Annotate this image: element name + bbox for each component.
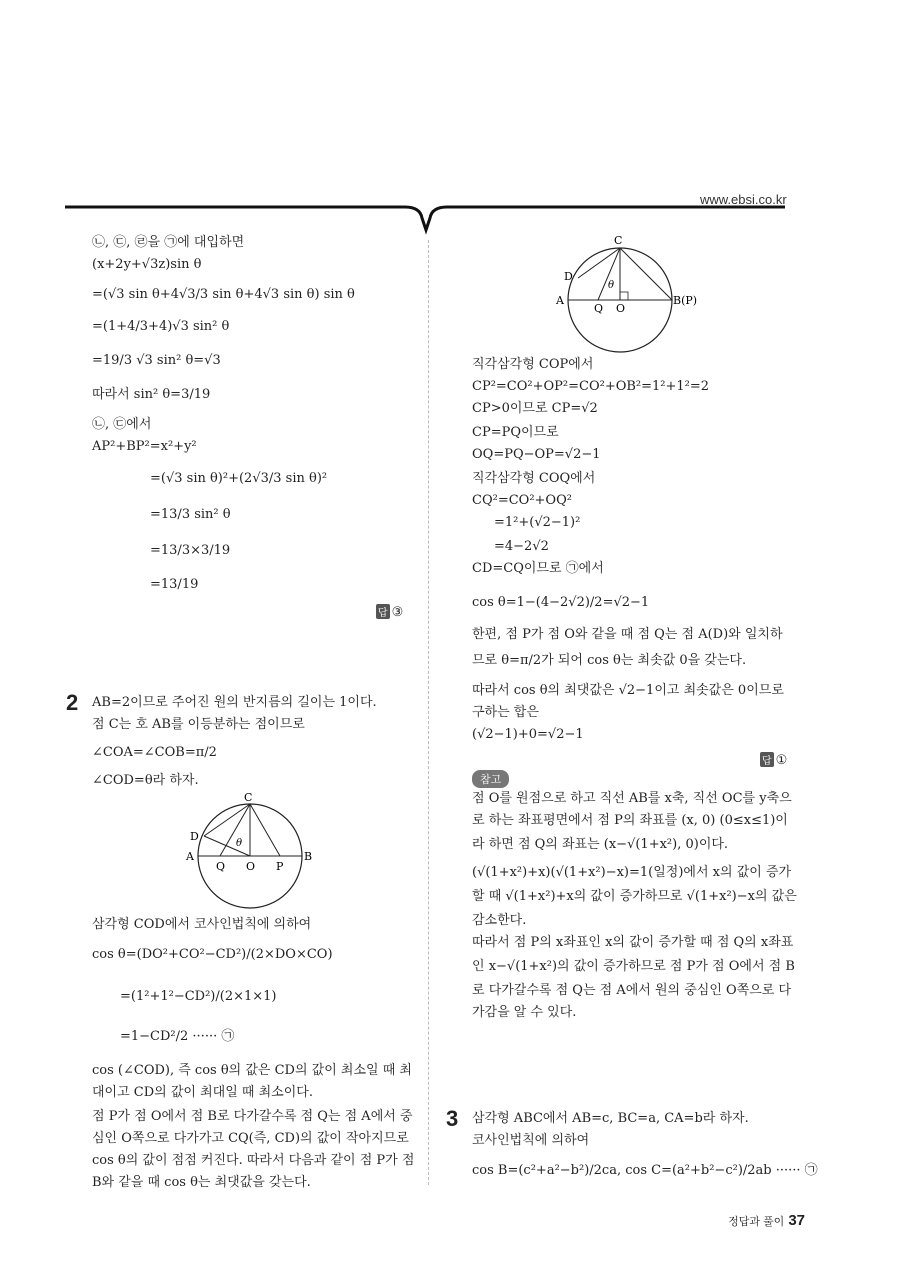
p2-line: ∠COA=∠COB=π/2	[92, 745, 217, 760]
footer-label: 정답과 풀이	[728, 1216, 785, 1228]
site-url: www.ebsi.co.kr	[700, 192, 787, 207]
answer-value: ③	[391, 604, 404, 619]
answer-mark	[760, 752, 787, 768]
label-c: C	[244, 791, 253, 804]
p2-line: B와 같을 때 cos θ는 최댓값을 갖는다.	[92, 1175, 311, 1190]
note-line: 로 하는 좌표평면에서 점 P의 좌표를 (x, 0) (0≤x≤1)이	[472, 813, 788, 828]
left-line: ㉡, ㉢, ㉣을 ㉠에 대입하면	[92, 235, 245, 250]
right-line: =4−2√2	[494, 539, 549, 554]
p2-line: =1−CD²/2 ······ ㉠	[120, 1029, 235, 1044]
right-line: 구하는 합은	[472, 705, 539, 720]
label-theta: θ	[608, 280, 615, 291]
circle-diagram-left	[180, 790, 320, 910]
left-line: =(√3 sin θ)²+(2√3/3 sin θ)²	[150, 471, 328, 486]
note-line: 점 O를 원점으로 하고 직선 AB를 x축, 직선 OC를 y축으	[472, 791, 792, 806]
right-line: CP>0이므로 CP=√2	[472, 401, 598, 416]
note-line: 따라서 점 P의 x좌표인 x의 값이 증가할 때 점 Q의 x좌표	[472, 935, 794, 950]
label-c: C	[614, 234, 623, 247]
label-a: A	[186, 850, 194, 863]
segment-cp	[250, 804, 280, 856]
p2-line: cos θ의 값이 점점 커진다. 따라서 다음과 같이 점 P가 점	[92, 1153, 415, 1168]
p2-line: 대이고 CD의 값이 최대일 때 최소이다.	[92, 1085, 313, 1100]
left-line: AP²+BP²=x²+y²	[92, 439, 197, 454]
p2-line: AB=2이므로 주어진 원의 반지름의 길이는 1이다.	[92, 695, 377, 710]
p3-line: cos B=(c²+a²−b²)/2ca, cos C=(a²+b²−c²)/2ab ······ ㉠	[472, 1163, 818, 1178]
right-line: 따라서 cos θ의 최댓값은 √2−1이고 최솟값은 0이므로	[472, 683, 784, 698]
answer-mark	[376, 604, 403, 620]
label-o: O	[246, 860, 256, 873]
right-line: cos θ=1−(4−2√2)/2=√2−1	[472, 595, 650, 610]
note-line: 감소한다.	[472, 913, 527, 928]
answer-icon: 답	[760, 752, 774, 767]
label-bp: B(P)	[673, 294, 698, 307]
label-p: P	[276, 860, 284, 873]
left-line: (x+2y+√3z)sin θ	[92, 257, 202, 272]
label-q: Q	[594, 302, 604, 315]
note-line: 가감을 알 수 있다.	[472, 1005, 577, 1020]
right-line: 직각삼각형 COP에서	[472, 357, 594, 372]
right-line: =1²+(√2−1)²	[494, 515, 581, 530]
p2-line: 점 C는 호 AB를 이등분하는 점이므로	[92, 717, 305, 732]
left-line: ㉡, ㉢에서	[92, 417, 152, 432]
left-line: 따라서 sin² θ=3/19	[92, 387, 211, 402]
left-line: =13/3 sin² θ	[150, 507, 231, 522]
right-line: OQ=PQ−OP=√2−1	[472, 447, 601, 462]
left-line: =13/3×3/19	[150, 543, 231, 558]
label-d: D	[190, 830, 199, 843]
label-d: D	[564, 270, 573, 283]
note-line: (√(1+x²)+x)(√(1+x²)−x)=1(일정)에서 x의 값이 증가	[472, 865, 792, 880]
column-divider	[428, 240, 429, 1185]
circle-diagram-right	[552, 232, 712, 358]
segment-do	[204, 836, 250, 856]
problem-number: 2	[66, 690, 79, 715]
p2-line: cos (∠COD), 즉 cos θ의 값은 CD의 값이 최소일 때 최	[92, 1063, 412, 1078]
answer-icon: 답	[376, 604, 390, 619]
p2-line: cos θ=(DO²+CO²−CD²)/(2×DO×CO)	[92, 947, 333, 962]
left-line: =19/3 √3 sin² θ=√3	[92, 353, 221, 368]
p2-line: 점 P가 점 O에서 점 B로 다가갈수록 점 Q는 점 A에서 중	[92, 1109, 413, 1124]
label-b: B	[304, 850, 313, 863]
right-line: 한편, 점 P가 점 O와 같을 때 점 Q는 점 A(D)와 일치하	[472, 627, 783, 642]
problem-number: 3	[446, 1106, 459, 1131]
note-line: 라 하면 점 Q의 좌표는 (x−√(1+x²), 0)이다.	[472, 837, 729, 852]
p3-line: 코사인법칙에 의하여	[472, 1133, 590, 1148]
right-line: CD=CQ이므로 ㉠에서	[472, 561, 604, 576]
label-theta: θ	[236, 838, 243, 849]
note-badge: 참고	[472, 770, 509, 788]
page-footer	[728, 1212, 805, 1229]
right-line: 므로 θ=π/2가 되어 cos θ는 최솟값 0을 갖는다.	[472, 653, 747, 668]
left-line: =13/19	[150, 577, 199, 592]
label-o: O	[616, 302, 626, 315]
right-line: CP=PQ이므로	[472, 425, 559, 440]
note-line: 할 때 √(1+x²)+x의 값이 증가하므로 √(1+x²)−x의 값은	[472, 889, 797, 904]
label-q: Q	[216, 860, 226, 873]
left-line: =(√3 sin θ+4√3/3 sin θ+4√3 sin θ) sin θ	[92, 287, 355, 302]
p2-line: 심인 O쪽으로 다가가고 CQ(즉, CD)의 값이 작아지므로	[92, 1131, 409, 1146]
left-line: =(1+4/3+4)√3 sin² θ	[92, 319, 230, 334]
right-angle-mark	[620, 292, 628, 300]
answer-value: ①	[775, 752, 788, 767]
p2-line: 삼각형 COD에서 코사인법칙에 의하여	[92, 917, 312, 932]
note-line: 인 x−√(1+x²)의 값이 증가하므로 점 P가 점 O에서 점 B	[472, 959, 795, 974]
p3-line: 삼각형 ABC에서 AB=c, BC=a, CA=b라 하자.	[472, 1111, 749, 1126]
page-number: 37	[788, 1212, 805, 1229]
right-line: 직각삼각형 COQ에서	[472, 471, 596, 486]
note-line: 로 다가갈수록 점 Q는 점 A에서 원의 중심인 O쪽으로 다	[472, 983, 792, 998]
segment-cq	[220, 804, 250, 856]
right-line: CP²=CO²+OP²=CO²+OB²=1²+1²=2	[472, 379, 710, 394]
right-line: (√2−1)+0=√2−1	[472, 727, 584, 742]
right-line: CQ²=CO²+OQ²	[472, 493, 572, 508]
label-a: A	[556, 294, 564, 307]
p2-line: ∠COD=θ라 하자.	[92, 773, 199, 788]
p2-line: =(1²+1²−CD²)/(2×1×1)	[120, 989, 277, 1004]
